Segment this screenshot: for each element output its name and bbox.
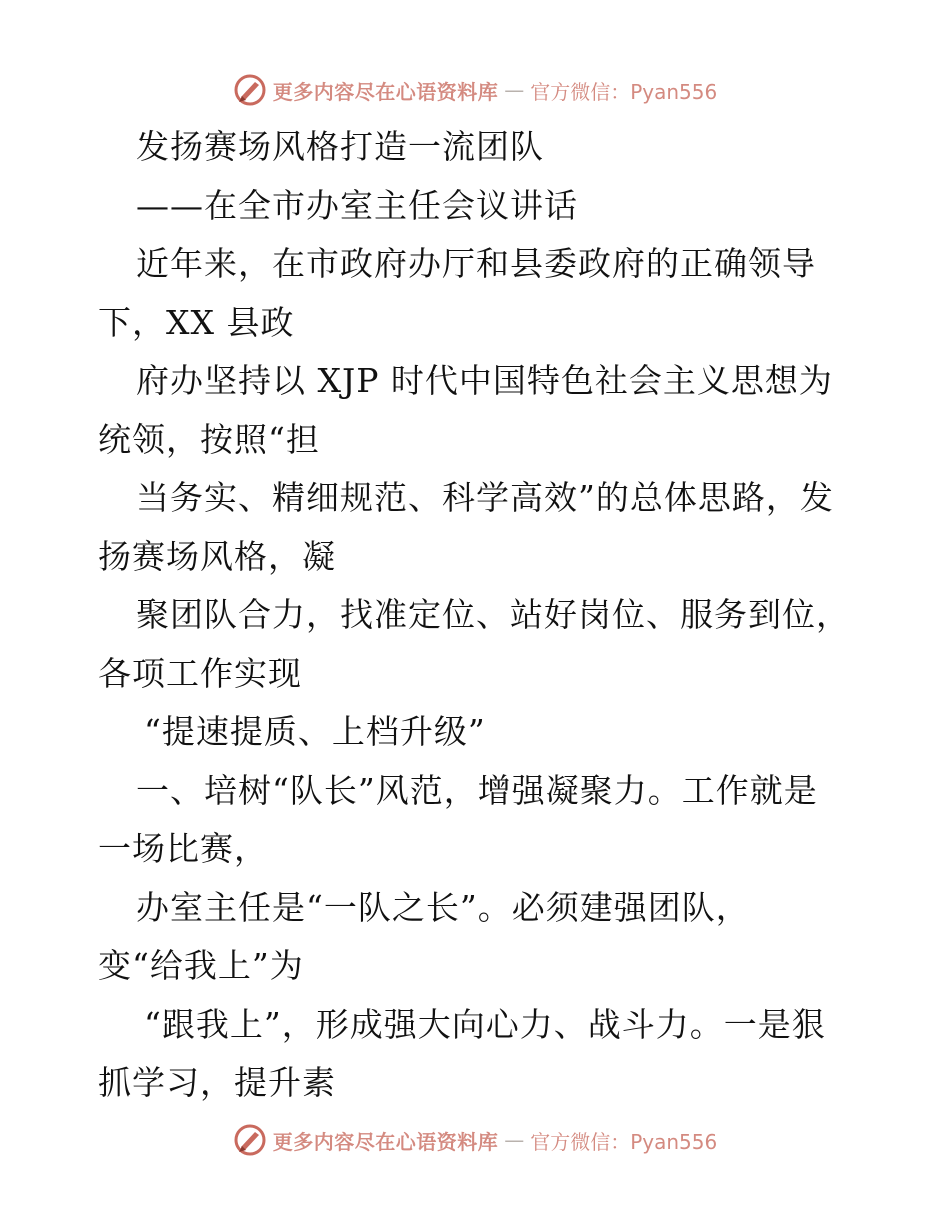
watermark-separator: — (504, 78, 525, 102)
document-line: 当务实、精细规范、科学高效”的总体思路，发 (136, 478, 834, 517)
document-line: 一、培树“队长”风范，增强凝聚力。工作就是 (136, 770, 818, 810)
document-line: 各项工作实现 (98, 653, 302, 693)
footer-watermark (0, 1120, 950, 1160)
document-line: 聚团队合力，找准定位、站好岗位、服务到位， (136, 595, 850, 634)
header-watermark (0, 70, 950, 110)
document-line: “跟我上”，形成强大向心力、战斗力。一是狠 (144, 1004, 826, 1044)
document-line: “提速提质、上档升级” (144, 712, 486, 751)
document-line: 发扬赛场风格打造一流团队 (136, 127, 544, 166)
pen-circle-logo-icon (233, 73, 267, 107)
watermark-wechat-text: 官方微信：Pyan556 (530, 79, 718, 104)
document-line: 一场比赛， (98, 829, 268, 868)
document-line: 统领，按照“担 (98, 419, 320, 459)
document-line: ——在全市办室主任会议讲话 (136, 185, 578, 225)
pen-circle-logo-icon (233, 1123, 267, 1157)
document-line: 变“给我上”为 (98, 946, 304, 985)
watermark-separator: — (504, 1128, 525, 1152)
watermark-wechat-text: 官方微信：Pyan556 (530, 1129, 718, 1154)
document-line: 下，XX 县政 (98, 302, 295, 342)
document-line: 近年来，在市政府办厅和县委政府的正确领导 (136, 244, 816, 283)
watermark-site-text: 更多内容尽在心语资料库 (272, 1129, 499, 1154)
document-body (98, 118, 898, 1113)
watermark-site-text: 更多内容尽在心语资料库 (272, 79, 499, 104)
document-line: 府办坚持以 XJP 时代中国特色社会主义思想为 (136, 361, 833, 400)
document-line: 扬赛场风格，凝 (98, 536, 336, 576)
document-line: 办室主任是“一队之长”。必须建强团队， (136, 887, 750, 927)
document-line: 抓学习，提升素 (98, 1063, 336, 1102)
